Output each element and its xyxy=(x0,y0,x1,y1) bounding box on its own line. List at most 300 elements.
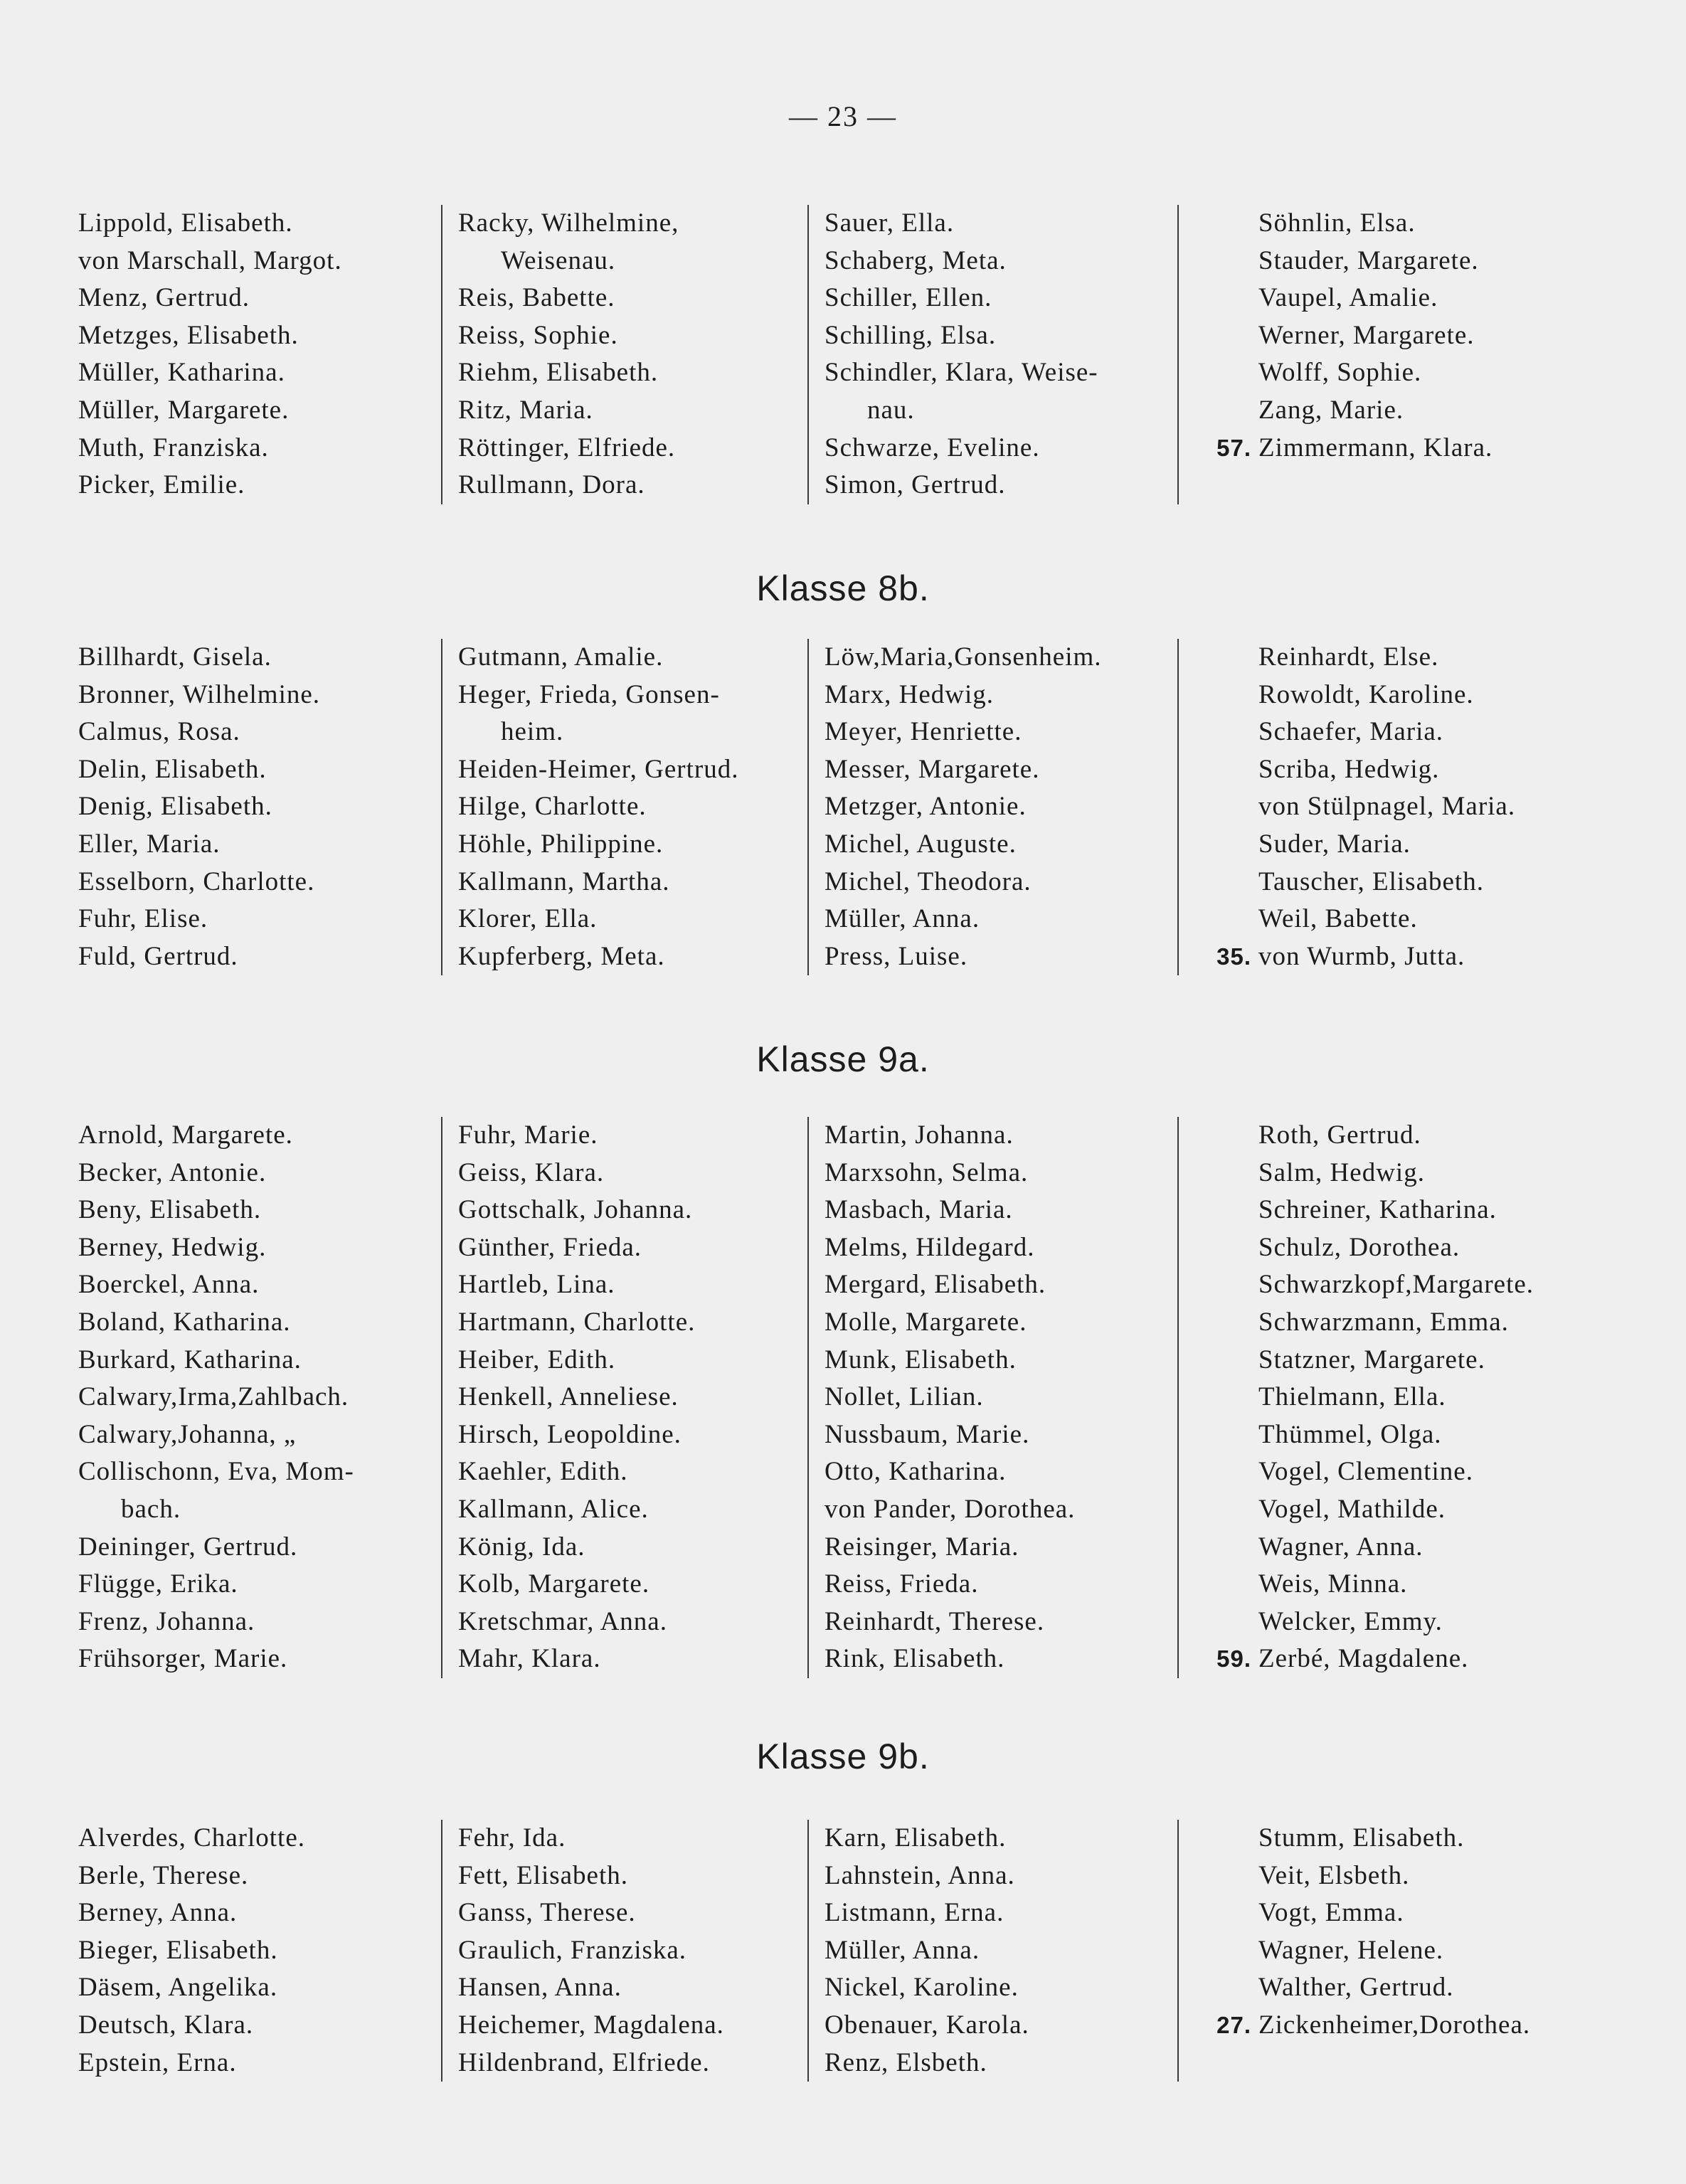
name-entry xyxy=(1179,826,1594,864)
pupil-name: Meyer, Henriette. xyxy=(825,717,1022,747)
name-entry xyxy=(825,826,1177,864)
pupil-name: Statzner, Margarete. xyxy=(1258,1345,1485,1374)
pupil-name: Melms, Hildegard. xyxy=(825,1232,1035,1262)
pupil-name: Listmann, Erna. xyxy=(825,1898,1004,1928)
name-entry xyxy=(458,1640,807,1678)
name-entry xyxy=(825,1969,1177,2007)
pupil-name: Bronner, Wilhelmine. xyxy=(78,679,321,709)
name-entry xyxy=(1179,1304,1594,1342)
name-entry xyxy=(458,864,807,901)
pupil-name: Muth, Franziska. xyxy=(78,433,269,462)
name-entry xyxy=(458,2045,807,2082)
pupil-name: Müller, Anna. xyxy=(825,1935,980,1965)
name-entry xyxy=(458,826,807,864)
pupil-name: Michel, Theodora. xyxy=(825,866,1032,896)
pupil-name: Schaberg, Meta. xyxy=(825,245,1007,275)
name-column-1 xyxy=(78,1820,441,2082)
name-entry xyxy=(825,1453,1177,1491)
name-entry xyxy=(825,1304,1177,1342)
pupil-name: Schindler, Klara, Weise- xyxy=(825,358,1098,388)
name-column-3 xyxy=(807,639,1177,975)
name-entry xyxy=(825,243,1177,280)
name-entry xyxy=(825,1416,1177,1454)
name-entry xyxy=(1179,788,1594,826)
name-entry xyxy=(78,1491,441,1529)
pupil-name: Welcker, Emmy. xyxy=(1258,1606,1443,1636)
name-entry xyxy=(825,677,1177,714)
pupil-name: Gutmann, Amalie. xyxy=(458,642,664,672)
pupil-name: Vogt, Emma. xyxy=(1258,1898,1404,1928)
pupil-name: Rowoldt, Karoline. xyxy=(1258,679,1474,709)
name-entry xyxy=(458,1342,807,1379)
name-entry xyxy=(78,714,441,751)
name-column-1 xyxy=(78,639,441,975)
pupil-name: Kallmann, Alice. xyxy=(458,1494,649,1524)
pupil-name: Thielmann, Ella. xyxy=(1258,1382,1446,1412)
name-entry xyxy=(1179,1266,1594,1304)
name-entry xyxy=(1179,1379,1594,1416)
class-heading-9b: Klasse 9b. xyxy=(756,1737,930,1776)
name-entry xyxy=(458,1453,807,1491)
pupil-name: Nickel, Karoline. xyxy=(825,1973,1019,2003)
pupil-name: Schaefer, Maria. xyxy=(1258,717,1444,747)
pupil-name: Marx, Hedwig. xyxy=(825,679,995,709)
name-entry xyxy=(1179,1603,1594,1641)
class-list-8b xyxy=(78,639,1594,975)
name-entry xyxy=(1179,392,1594,430)
pupil-name: Reinhardt, Therese. xyxy=(825,1606,1045,1636)
name-entry xyxy=(78,1894,441,1932)
pupil-name: Racky, Wilhelmine, xyxy=(458,208,679,238)
pupil-name: Schwarzkopf,Margarete. xyxy=(1258,1270,1534,1300)
name-entry xyxy=(1179,2007,1594,2045)
name-column-4 xyxy=(1177,1820,1594,2082)
name-entry xyxy=(78,1640,441,1678)
name-entry xyxy=(1179,1969,1594,2007)
pupil-name: Molle, Margarete. xyxy=(825,1307,1027,1337)
name-entry xyxy=(825,205,1177,243)
name-entry xyxy=(1179,1229,1594,1267)
pupil-name: Kretschmar, Anna. xyxy=(458,1606,667,1636)
pupil-name: Riehm, Elisabeth. xyxy=(458,358,659,388)
class-list-9a xyxy=(78,1117,1594,1678)
name-column-2 xyxy=(441,205,807,504)
pupil-name: Däsem, Angelika. xyxy=(78,1973,278,2003)
pupil-name: Obenauer, Karola. xyxy=(825,2010,1029,2040)
pupil-name: Weil, Babette. xyxy=(1258,904,1418,934)
name-entry xyxy=(825,639,1177,677)
name-entry xyxy=(825,714,1177,751)
pupil-name: Lahnstein, Anna. xyxy=(825,1860,1015,1890)
pupil-name: Billhardt, Gisela. xyxy=(78,642,272,672)
name-entry xyxy=(458,354,807,392)
name-entry xyxy=(458,639,807,677)
pupil-name: Otto, Katharina. xyxy=(825,1457,1007,1487)
name-column-3 xyxy=(807,1117,1177,1678)
name-entry xyxy=(78,1304,441,1342)
pupil-name: Zickenheimer,Dorothea. xyxy=(1258,2010,1531,2040)
name-entry xyxy=(1179,714,1594,751)
pupil-name: Fett, Elisabeth. xyxy=(458,1860,628,1890)
name-entry xyxy=(458,1932,807,1970)
name-entry xyxy=(78,1529,441,1567)
name-entry xyxy=(458,1894,807,1932)
pupil-name: Calwary,Johanna, „ xyxy=(78,1419,297,1449)
pupil-name: Tauscher, Elisabeth. xyxy=(1258,866,1484,896)
pupil-name: Suder, Maria. xyxy=(1258,829,1411,859)
name-entry xyxy=(825,1155,1177,1192)
pupil-name: Frenz, Johanna. xyxy=(78,1606,255,1636)
pupil-name: Fehr, Ida. xyxy=(458,1823,566,1852)
pupil-name: Wagner, Anna. xyxy=(1258,1532,1423,1562)
name-entry xyxy=(458,1491,807,1529)
name-column-2 xyxy=(441,1820,807,2082)
name-entry xyxy=(458,1192,807,1229)
name-entry xyxy=(78,1229,441,1267)
pupil-name: Löw,Maria,Gonsenheim. xyxy=(825,642,1102,672)
name-entry xyxy=(458,1416,807,1454)
pupil-name: Walther, Gertrud. xyxy=(1258,1973,1454,2003)
pupil-name: Schulz, Dorothea. xyxy=(1258,1232,1460,1262)
pupil-name: Schiller, Ellen. xyxy=(825,283,992,313)
pupil-name: Veit, Elsbeth. xyxy=(1258,1860,1410,1890)
name-entry xyxy=(1179,1192,1594,1229)
name-column-2 xyxy=(441,639,807,975)
pupil-name: König, Ida. xyxy=(458,1532,585,1562)
name-entry xyxy=(1179,1342,1594,1379)
pupil-name: Heiden-Heimer, Gertrud. xyxy=(458,754,739,784)
pupil-name: Calwary,Irma,Zahlbach. xyxy=(78,1382,349,1412)
pupil-name: Fuhr, Elise. xyxy=(78,904,208,934)
pupil-name: Alverdes, Charlotte. xyxy=(78,1823,305,1852)
name-entry xyxy=(458,1820,807,1857)
pupil-name: Salm, Hedwig. xyxy=(1258,1157,1425,1187)
class-count: 59. xyxy=(1216,1645,1251,1673)
name-entry xyxy=(825,1117,1177,1155)
name-entry xyxy=(78,1342,441,1379)
pupil-name: Fuld, Gertrud. xyxy=(78,941,238,971)
pupil-name: Masbach, Maria. xyxy=(825,1195,1013,1225)
pupil-name: Günther, Frieda. xyxy=(458,1232,642,1262)
pupil-name: von Stülpnagel, Maria. xyxy=(1258,792,1516,822)
name-entry xyxy=(78,1453,441,1491)
pupil-name: Martin, Johanna. xyxy=(825,1120,1014,1150)
name-entry xyxy=(78,639,441,677)
pupil-name: Renz, Elsbeth. xyxy=(825,2047,987,2077)
name-column-4 xyxy=(1177,205,1594,504)
pupil-name: Vaupel, Amalie. xyxy=(1258,283,1438,313)
class-count: 27. xyxy=(1216,2011,1251,2038)
pupil-name: Stumm, Elisabeth. xyxy=(1258,1823,1465,1852)
pupil-name: Wagner, Helene. xyxy=(1258,1935,1444,1965)
pupil-name: Berney, Hedwig. xyxy=(78,1232,267,1262)
name-entry xyxy=(825,751,1177,789)
name-entry xyxy=(825,788,1177,826)
name-entry xyxy=(1179,1491,1594,1529)
name-entry xyxy=(825,280,1177,317)
pupil-name: Press, Luise. xyxy=(825,941,968,971)
pupil-name: Berney, Anna. xyxy=(78,1898,238,1928)
pupil-name: Kallmann, Martha. xyxy=(458,866,670,896)
name-entry xyxy=(1179,1894,1594,1932)
pupil-name: Metzges, Elisabeth. xyxy=(78,320,299,350)
name-entry xyxy=(458,430,807,467)
pupil-name: Boerckel, Anna. xyxy=(78,1270,260,1300)
name-entry xyxy=(825,1932,1177,1970)
name-entry xyxy=(78,864,441,901)
name-entry xyxy=(1179,1932,1594,1970)
name-entry xyxy=(825,1640,1177,1678)
name-entry xyxy=(825,1229,1177,1267)
name-entry xyxy=(458,1117,807,1155)
name-entry xyxy=(825,2007,1177,2045)
pupil-name: von Pander, Dorothea. xyxy=(825,1494,1076,1524)
pupil-name: Deutsch, Klara. xyxy=(78,2010,254,2040)
pupil-name: Nussbaum, Marie. xyxy=(825,1419,1030,1449)
pupil-name: von Wurmb, Jutta. xyxy=(1258,941,1465,971)
name-entry xyxy=(458,938,807,976)
pupil-name: Munk, Elisabeth. xyxy=(825,1345,1017,1374)
name-entry xyxy=(458,317,807,355)
name-entry xyxy=(78,1192,441,1229)
pupil-name: Schwarze, Eveline. xyxy=(825,433,1040,462)
name-entry xyxy=(1179,354,1594,392)
name-entry xyxy=(1179,1117,1594,1155)
name-entry xyxy=(78,1155,441,1192)
name-entry xyxy=(825,392,1177,430)
pupil-name: Vogel, Clementine. xyxy=(1258,1457,1473,1487)
name-entry xyxy=(1179,1566,1594,1603)
name-entry xyxy=(825,1379,1177,1416)
pupil-name: Rink, Elisabeth. xyxy=(825,1644,1005,1674)
class-count: 35. xyxy=(1216,943,1251,970)
name-entry xyxy=(825,1491,1177,1529)
pupil-name: Mergard, Elisabeth. xyxy=(825,1270,1046,1300)
pupil-name: Messer, Margarete. xyxy=(825,754,1040,784)
name-entry xyxy=(1179,938,1594,976)
name-entry xyxy=(825,317,1177,355)
name-entry xyxy=(458,714,807,751)
name-entry xyxy=(78,826,441,864)
name-entry xyxy=(78,317,441,355)
name-column-3 xyxy=(807,205,1177,504)
pupil-name: Ganss, Therese. xyxy=(458,1898,636,1928)
class-count: 57. xyxy=(1216,434,1251,461)
name-entry xyxy=(78,2007,441,2045)
pupil-name: Heichemer, Magdalena. xyxy=(458,2010,724,2040)
pupil-name: Becker, Antonie. xyxy=(78,1157,267,1187)
page-number: — 23 — xyxy=(789,100,897,132)
pupil-name: Karn, Elisabeth. xyxy=(825,1823,1007,1852)
pupil-name: Beny, Elisabeth. xyxy=(78,1195,262,1225)
pupil-name: Menz, Gertrud. xyxy=(78,283,250,313)
pupil-name: Schilling, Elsa. xyxy=(825,320,997,350)
name-entry xyxy=(78,677,441,714)
pupil-name: Wolff, Sophie. xyxy=(1258,358,1422,388)
pupil-name: Schwarzmann, Emma. xyxy=(1258,1307,1509,1337)
pupil-name: von Marschall, Margot. xyxy=(78,245,342,275)
pupil-name: Kaehler, Edith. xyxy=(458,1457,628,1487)
pupil-name: Hartmann, Charlotte. xyxy=(458,1307,696,1337)
name-entry xyxy=(458,1529,807,1567)
pupil-name: Müller, Anna. xyxy=(825,904,980,934)
name-entry xyxy=(78,430,441,467)
name-entry xyxy=(1179,280,1594,317)
name-entry xyxy=(1179,1155,1594,1192)
name-column-3 xyxy=(807,1820,1177,2082)
name-entry xyxy=(825,1192,1177,1229)
name-entry xyxy=(458,243,807,280)
pupil-name: Picker, Emilie. xyxy=(78,470,245,500)
pupil-name: Werner, Margarete. xyxy=(1258,320,1475,350)
name-entry xyxy=(1179,751,1594,789)
pupil-name: Hirsch, Leopoldine. xyxy=(458,1419,682,1449)
pupil-name: Ritz, Maria. xyxy=(458,395,593,425)
pupil-name: Arnold, Margarete. xyxy=(78,1120,293,1150)
name-entry xyxy=(458,1566,807,1603)
pupil-name: Zimmermann, Klara. xyxy=(1258,433,1493,462)
name-entry xyxy=(78,1416,441,1454)
name-entry xyxy=(825,1894,1177,1932)
name-entry xyxy=(458,1155,807,1192)
pupil-name: Epstein, Erna. xyxy=(78,2047,237,2077)
pupil-name: Scriba, Hedwig. xyxy=(1258,754,1440,784)
pupil-name: Kupferberg, Meta. xyxy=(458,941,665,971)
name-column-4 xyxy=(1177,1117,1594,1678)
pupil-name: Nollet, Lilian. xyxy=(825,1382,984,1412)
name-entry xyxy=(825,1342,1177,1379)
pupil-name: Hilge, Charlotte. xyxy=(458,792,647,822)
pupil-name: heim. xyxy=(501,717,564,747)
pupil-name: bach. xyxy=(121,1494,181,1524)
pupil-name: Heger, Frieda, Gonsen- xyxy=(458,679,720,709)
name-entry xyxy=(825,1820,1177,1857)
name-entry xyxy=(825,864,1177,901)
pupil-name: Flügge, Erika. xyxy=(78,1569,238,1599)
name-entry xyxy=(825,938,1177,976)
pupil-name: Berle, Therese. xyxy=(78,1860,249,1890)
pupil-name: Stauder, Margarete. xyxy=(1258,245,1479,275)
pupil-name: Bieger, Elisabeth. xyxy=(78,1935,278,1965)
pupil-name: Thümmel, Olga. xyxy=(1258,1419,1442,1449)
name-entry xyxy=(458,205,807,243)
name-entry xyxy=(825,467,1177,504)
pupil-name: Hartleb, Lina. xyxy=(458,1270,615,1300)
class-heading-8b: Klasse 8b. xyxy=(756,568,930,608)
name-entry xyxy=(458,280,807,317)
name-entry xyxy=(1179,677,1594,714)
name-entry xyxy=(825,2045,1177,2082)
pupil-name: Boland, Katharina. xyxy=(78,1307,291,1337)
name-entry xyxy=(458,1603,807,1641)
pupil-name: nau. xyxy=(867,395,915,425)
pupil-name: Fuhr, Marie. xyxy=(458,1120,598,1150)
name-entry xyxy=(458,1266,807,1304)
pupil-name: Weis, Minna. xyxy=(1258,1569,1408,1599)
name-entry xyxy=(1179,1529,1594,1567)
name-entry xyxy=(78,1117,441,1155)
name-entry xyxy=(458,392,807,430)
pupil-name: Denig, Elisabeth. xyxy=(78,792,272,822)
name-entry xyxy=(1179,430,1594,467)
pupil-name: Heiber, Edith. xyxy=(458,1345,616,1374)
name-entry xyxy=(78,243,441,280)
pupil-name: Klorer, Ella. xyxy=(458,904,598,934)
name-entry xyxy=(458,467,807,504)
class-heading-9a: Klasse 9a. xyxy=(756,1039,930,1079)
pupil-name: Rullmann, Dora. xyxy=(458,470,645,500)
name-entry xyxy=(78,467,441,504)
name-entry xyxy=(1179,639,1594,677)
pupil-name: Höhle, Philippine. xyxy=(458,829,664,859)
name-entry xyxy=(1179,317,1594,355)
pupil-name: Müller, Margarete. xyxy=(78,395,290,425)
pupil-name: Deininger, Gertrud. xyxy=(78,1532,298,1562)
name-entry xyxy=(1179,1453,1594,1491)
name-entry xyxy=(78,938,441,976)
name-entry xyxy=(78,1932,441,1970)
name-entry xyxy=(78,354,441,392)
name-entry xyxy=(458,1379,807,1416)
name-entry xyxy=(78,901,441,938)
pupil-name: Eller, Maria. xyxy=(78,829,221,859)
pupil-name: Söhnlin, Elsa. xyxy=(1258,208,1416,238)
name-entry xyxy=(78,751,441,789)
pupil-name: Sauer, Ella. xyxy=(825,208,955,238)
pupil-name: Zerbé, Magdalene. xyxy=(1258,1644,1469,1674)
name-entry xyxy=(1179,901,1594,938)
pupil-name: Graulich, Franziska. xyxy=(458,1935,687,1965)
name-entry xyxy=(78,1266,441,1304)
name-entry xyxy=(78,2045,441,2082)
name-entry xyxy=(78,280,441,317)
name-entry xyxy=(1179,864,1594,901)
name-entry xyxy=(78,392,441,430)
pupil-name: Reiss, Sophie. xyxy=(458,320,618,350)
name-entry xyxy=(78,1820,441,1857)
pupil-name: Gottschalk, Johanna. xyxy=(458,1195,693,1225)
pupil-name: Mahr, Klara. xyxy=(458,1644,601,1674)
name-entry xyxy=(1179,1416,1594,1454)
name-entry xyxy=(458,751,807,789)
pupil-name: Michel, Auguste. xyxy=(825,829,1017,859)
class-list-continuation xyxy=(78,205,1594,504)
name-entry xyxy=(825,1266,1177,1304)
pupil-name: Schreiner, Katharina. xyxy=(1258,1195,1497,1225)
pupil-name: Metzger, Antonie. xyxy=(825,792,1027,822)
name-column-2 xyxy=(441,1117,807,1678)
name-entry xyxy=(458,1229,807,1267)
name-entry xyxy=(1179,1820,1594,1857)
pupil-name: Röttinger, Elfriede. xyxy=(458,433,676,462)
pupil-name: Calmus, Rosa. xyxy=(78,717,240,747)
pupil-name: Geiss, Klara. xyxy=(458,1157,605,1187)
name-entry xyxy=(458,788,807,826)
pupil-name: Reis, Babette. xyxy=(458,283,615,313)
name-column-1 xyxy=(78,205,441,504)
name-entry xyxy=(825,1529,1177,1567)
name-entry xyxy=(78,205,441,243)
name-entry xyxy=(825,430,1177,467)
name-entry xyxy=(458,901,807,938)
pupil-name: Zang, Marie. xyxy=(1258,395,1404,425)
name-entry xyxy=(458,2007,807,2045)
name-entry xyxy=(1179,243,1594,280)
class-list-9b xyxy=(78,1820,1594,2082)
name-entry xyxy=(1179,1640,1594,1678)
name-entry xyxy=(825,354,1177,392)
name-entry xyxy=(78,1566,441,1603)
